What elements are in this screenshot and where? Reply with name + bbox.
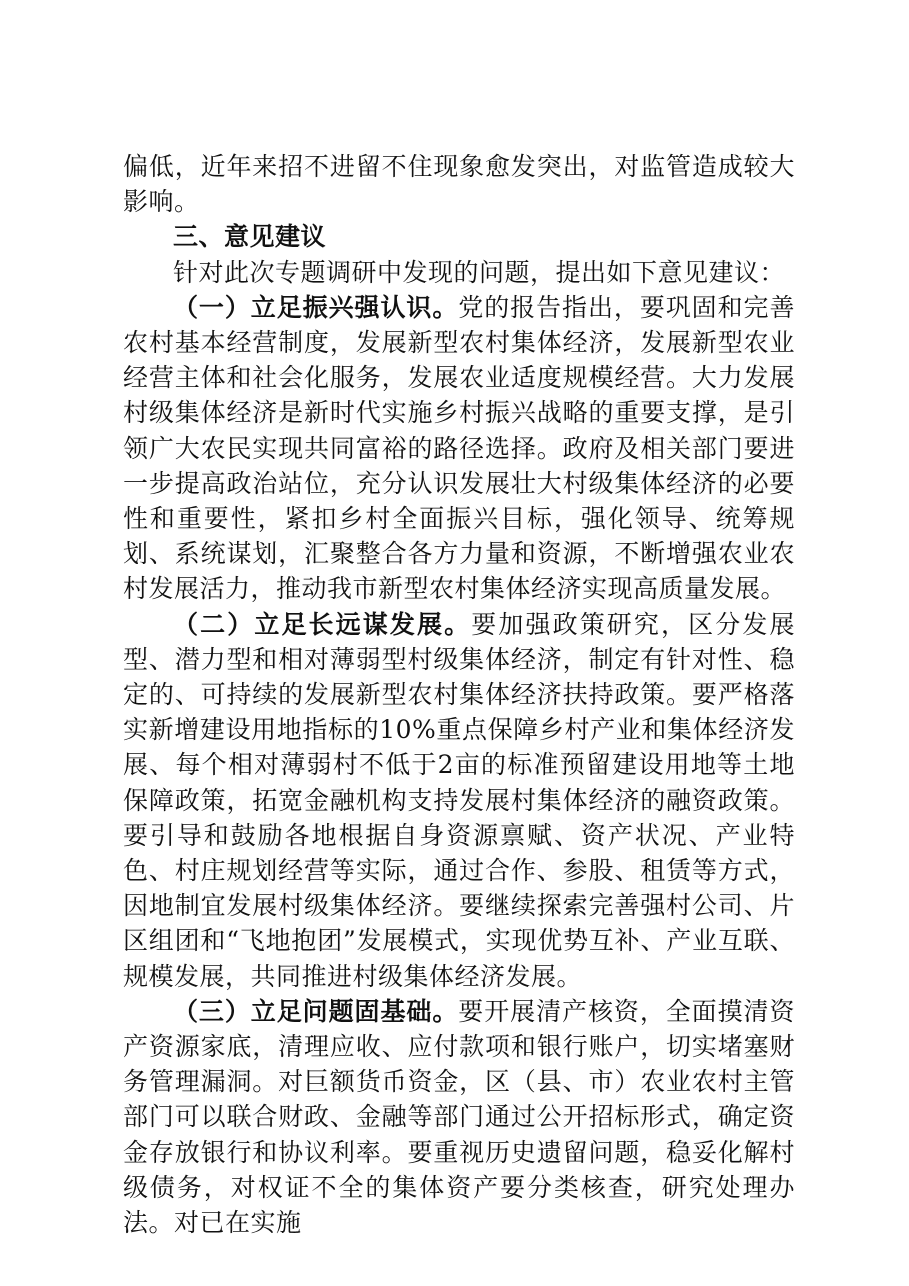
suggestion-lead-1: （一）立足振兴强认识。 xyxy=(173,292,459,322)
document-body xyxy=(123,149,795,1240)
suggestion-lead-3: （三）立足问题固基础。 xyxy=(173,996,459,1026)
section-heading: 三、意见建议 xyxy=(173,222,327,252)
suggestion-body-1: 党的报告指出，要巩固和完善农村基本经营制度，发展新型农村集体经济，发展新型农业经营主体和社会化服务，发展农业适度规模经营。大力发展村级集体经济是新时代实施乡村振兴战略的重要支撑，是引领广大农民实现共同富裕的路径选择。政府及相关部门要进一步提高政治站位，充分认识发展壮大村级集体经济的必要性和重要性，紧扣乡村全面振兴目标，强化领导、统筹规划、系统谋划，汇聚整合各方力量和资源，不断增强农业农村发展活力，推动我市新型农村集体经济实现高质量发展。 xyxy=(123,292,795,604)
suggestion-paragraph-3 xyxy=(123,994,795,1240)
suggestion-body-2: 要加强政策研究，区分发展型、潜力型和相对薄弱型村级集体经济，制定有针对性、稳定的、可持续的发展新型农村集体经济扶持政策。要严格落实新增建设用地指标的10%重点保障乡村产业和集体经济发展、每个相对薄弱村不低于2亩的标准预留建设用地等土地保障政策，拓宽金融机构支持发展村集体经济的融资政策。要引导和鼓励各地根据自身资源禀赋、资产状况、产业特色、村庄规划经营等实际，通过合作、参股、租赁等方式，因地制宜发展村级集体经济。要继续探索完善强村公司、片区组团和“飞地抱团”发展模式，实现优势互补、产业互联、规模发展，共同推进村级集体经济发展。 xyxy=(123,609,795,991)
suggestion-paragraph-2 xyxy=(123,607,795,994)
suggestion-lead-2: （二）立足长远谋发展。 xyxy=(173,609,472,639)
suggestion-paragraph-1 xyxy=(123,290,795,607)
intro-tail-paragraph: 偏低，近年来招不进留不住现象愈发突出，对监管造成较大影响。 xyxy=(123,152,795,217)
section-intro-paragraph: 针对此次专题调研中发现的问题，提出如下意见建议： xyxy=(173,257,786,287)
suggestion-body-3: 要开展清产核资，全面摸清资产资源家底，清理应收、应付款项和银行账户，切实堵塞财务管理漏洞。对巨额货币资金，区（县、市）农业农村主管部门可以联合财政、金融等部门通过公开招标形式，确定资金存放银行和协议利率。要重视历史遗留问题，稳妥化解村级债务，对权证不全的集体资产要分类核查，研究处理办法。对已在实施 xyxy=(123,996,795,1238)
